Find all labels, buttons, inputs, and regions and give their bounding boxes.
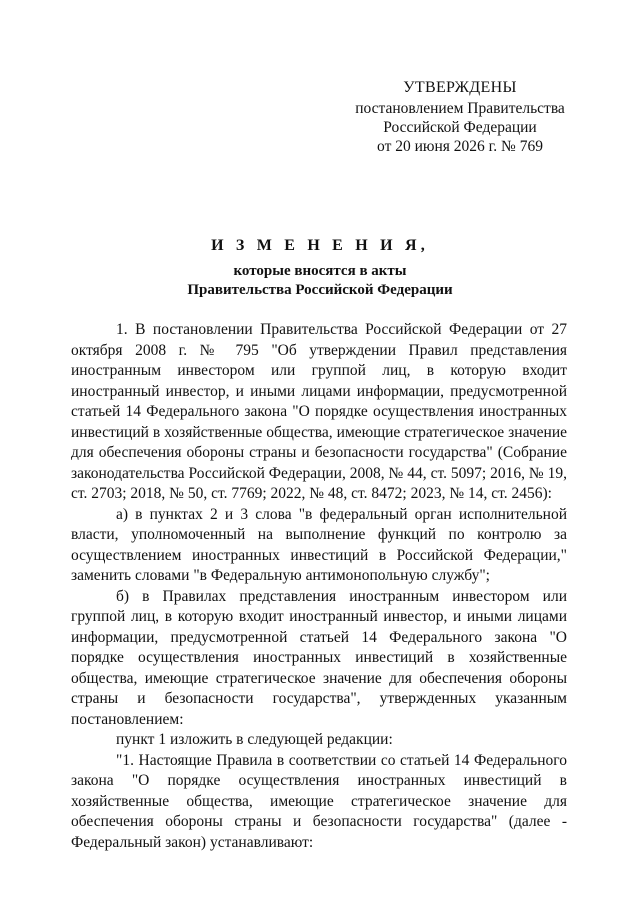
approval-line-1: постановлением Правительства	[355, 100, 565, 117]
approval-title: УТВЕРЖДЕНЫ	[403, 79, 517, 96]
heading-title: И З М Е Н Е Н И Я,	[211, 237, 429, 254]
paragraph-5: "1. Настоящие Правила в соответствии со статьей 14 Федерального закона "О порядке осуществления иностранных инвестиций в хозяйственные общества, имеющие стратегическое значение для обеспечения обороны страны и безопасности государства" (далее - Федеральный закон) устанавливают:	[71, 751, 567, 851]
heading-subtitle-line-2: Правительства Российской Федерации	[187, 282, 453, 298]
document-heading	[70, 236, 570, 300]
paragraph-3: б) в Правилах представления иностранным инвестором или группой лиц, в которую входит иностранный инвестор, и иными лицами информации, предусмотренной статьей 14 Федерального закона "О порядке осуществления иностранных инвестиций в хозяйственные общества, имеющие стратегическое значение для обеспечения обороны страны и безопасности государства", утвержденных указанным постановлением:	[71, 587, 567, 728]
paragraph-1: 1. В постановлении Правительства Российской Федерации от 27 октября 2008 г. № 795 "Об утверждении Правил представления иностранным инвестором или группой лиц, в которую входит иностранный инвестор, и иными лицами информации, предусмотренной статьей 14 Федерального закона "О порядке осуществления иностранных инвестиций в хозяйственные общества, имеющие стратегическое значение для обеспечения обороны страны и безопасности государства" (Собрание законодательства Российской Федерации, 2008, № 44, ст. 5097; 2016, № 19, ст. 2703; 2018, № 50, ст. 7769; 2022, № 48, ст. 8472; 2023, № 14, ст. 2456):	[71, 321, 567, 502]
paragraph-4: пункт 1 изложить в следующей редакции:	[116, 731, 393, 748]
document-body	[71, 320, 567, 853]
approval-block	[340, 78, 580, 156]
heading-subtitle-line-1: которые вносятся в акты	[233, 263, 407, 279]
heading-subtitle	[70, 262, 570, 300]
approval-line-2: Российской Федерации	[383, 119, 537, 136]
approval-line-3: от 20 июня 2026 г. № 769	[377, 138, 543, 155]
paragraph-2: а) в пунктах 2 и 3 слова "в федеральный орган исполнительной власти, уполномоченный на выполнение функций по контролю за осуществлением иностранных инвестиций в Российской Федерации," заменить словами "в Федеральную антимонопольную службу";	[71, 505, 567, 584]
